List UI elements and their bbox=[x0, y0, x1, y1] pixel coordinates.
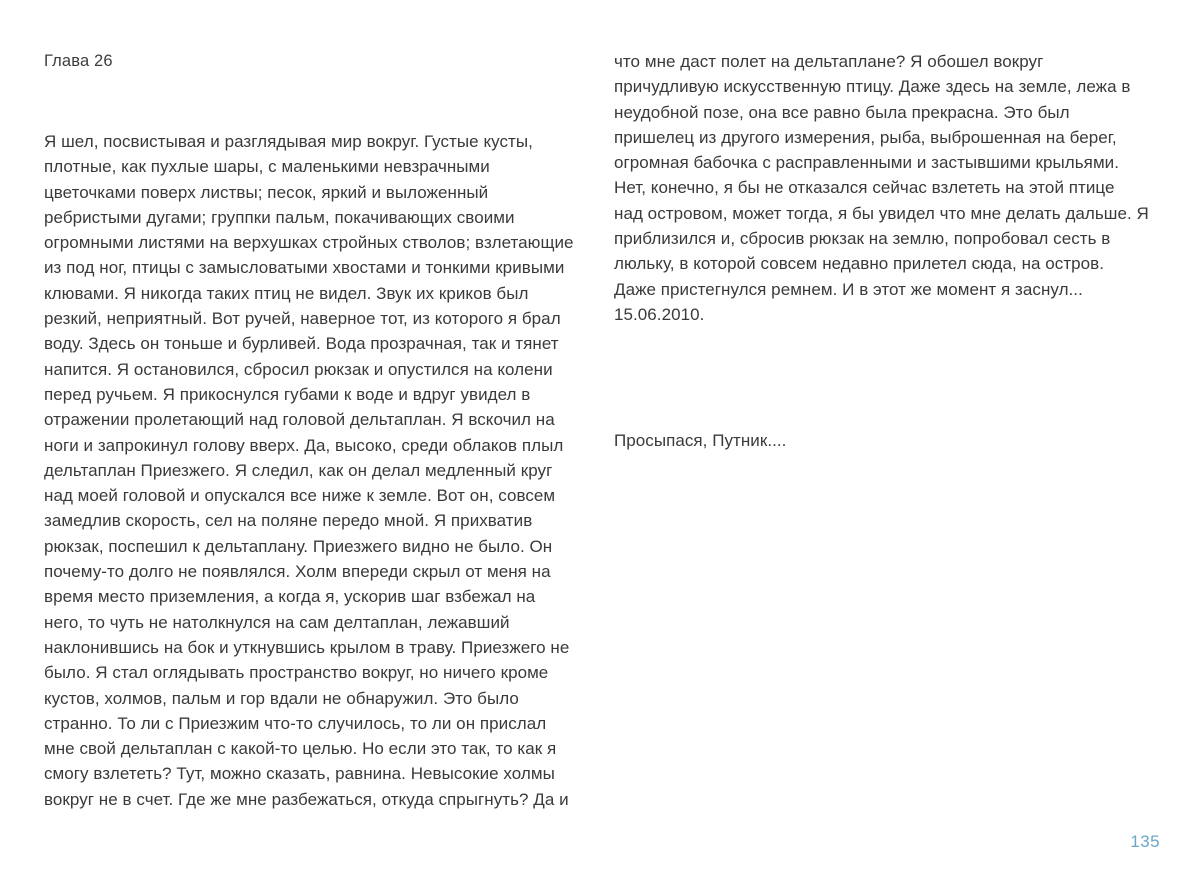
body-line: плотные, как пухлые шары, с маленькими невзрачными bbox=[44, 157, 490, 177]
body-line: из под ног, птицы с замысловатыми хвостами и тонкими кривыми bbox=[44, 258, 565, 278]
body-line: резкий, неприятный. Вот ручей, наверное тот, из которого я брал bbox=[44, 309, 561, 329]
body-line: ребристыми дугами; группки пальм, покачивающих своими bbox=[44, 207, 515, 227]
body-line: огромная бабочка с расправленными и застывшими крыльями. bbox=[614, 153, 1119, 173]
body-line: вокруг не в счет. Где же мне разбежаться, откуда спрыгнуть? Да и bbox=[44, 789, 569, 809]
chapter-heading: Глава 26 bbox=[44, 52, 113, 70]
body-line: мне свой дельтаплан с какой-то целью. Но если это так, то как я bbox=[44, 739, 557, 759]
page-number: 135 bbox=[1130, 832, 1160, 851]
date-line: 15.06.2010. bbox=[614, 304, 705, 324]
body-line: над островом, может тогда, я бы увидел что мне делать дальше. Я bbox=[614, 203, 1149, 223]
body-line: Даже пристегнулся ремнем. И в этот же момент я заснул... bbox=[614, 279, 1083, 299]
left-text-column bbox=[44, 129, 589, 812]
body-line: люльку, в которой совсем недавно прилетел сюда, на остров. bbox=[614, 254, 1105, 274]
body-line: напится. Я остановился, сбросил рюкзак и опустился на колени bbox=[44, 359, 553, 379]
body-line: цветочками поверх листвы; песок, яркий и выложенный bbox=[44, 182, 489, 202]
body-line: Нет, конечно, я бы не отказался сейчас взлететь на этой птице bbox=[614, 178, 1115, 198]
body-line: неудобной позе, она все равно была прекрасна. Это был bbox=[614, 102, 1070, 122]
body-line: наклонившись на бок и уткнувшись крылом в траву. Приезжего не bbox=[44, 637, 570, 657]
body-line: клювами. Я никогда таких птиц не видел. Звук их криков был bbox=[44, 283, 529, 303]
body-line: огромными листями на верхушках стройных стволов; взлетающие bbox=[44, 233, 574, 253]
body-line: воду. Здесь он тоньше и бурливей. Вода прозрачная, так и тянет bbox=[44, 334, 559, 354]
right-text-column bbox=[614, 49, 1166, 454]
body-line: над моей головой и опускался все ниже к земле. Вот он, совсем bbox=[44, 486, 556, 506]
blank-line bbox=[614, 378, 1166, 403]
body-line: странно. То ли с Приезжим что-то случилось, то ли он прислал bbox=[44, 713, 547, 733]
body-line: дельтаплан Приезжего. Я следил, как он делал медленный круг bbox=[44, 460, 553, 480]
body-line: пришелец из другого измерения, рыба, выброшенная на берег, bbox=[614, 127, 1117, 147]
body-line: кустов, холмов, пальм и гор вдали не обнаружил. Это было bbox=[44, 688, 519, 708]
body-line: отражении пролетающий над головой дельтаплан. Я вскочил на bbox=[44, 410, 555, 430]
blank-line bbox=[614, 327, 1166, 352]
body-line: приблизился и, сбросив рюкзак на землю, попробовал сесть в bbox=[614, 229, 1111, 249]
body-line: что мне даст полет на дельтаплане? Я обошел вокруг bbox=[614, 52, 1044, 71]
body-line: рюкзак, поспешил к дельтаплану. Приезжего видно не было. Он bbox=[44, 536, 553, 556]
blank-line bbox=[614, 353, 1166, 378]
body-line: время место приземления, а когда я, ускорив шаг взбежал на bbox=[44, 587, 536, 607]
body-line: перед ручьем. Я прикоснулся губами к воде и вдруг увидел в bbox=[44, 384, 531, 404]
body-line: Я шел, посвистывая и разглядывая мир вокруг. Густые кусты, bbox=[44, 132, 533, 151]
body-line: него, то чуть не натолкнулся на сам делтаплан, лежавший bbox=[44, 612, 510, 632]
body-line: замедлив скорость, сел на поляне передо мной. Я прихватив bbox=[44, 511, 533, 531]
body-line: почему-то долго не появлялся. Холм впереди скрыл от меня на bbox=[44, 562, 551, 582]
body-line: ноги и запрокинул голову вверх. Да, высоко, среди облаков плыл bbox=[44, 435, 564, 455]
body-line: причудливую искусственную птицу. Даже здесь на земле, лежа в bbox=[614, 77, 1131, 97]
closing-line: Просыпася, Путник.... bbox=[614, 431, 787, 451]
body-line: было. Я стал оглядывать пространство вокруг, но ничего кроме bbox=[44, 663, 549, 683]
blank-line bbox=[614, 403, 1166, 428]
body-line: смогу взлететь? Тут, можно сказать, равнина. Невысокие холмы bbox=[44, 764, 555, 784]
